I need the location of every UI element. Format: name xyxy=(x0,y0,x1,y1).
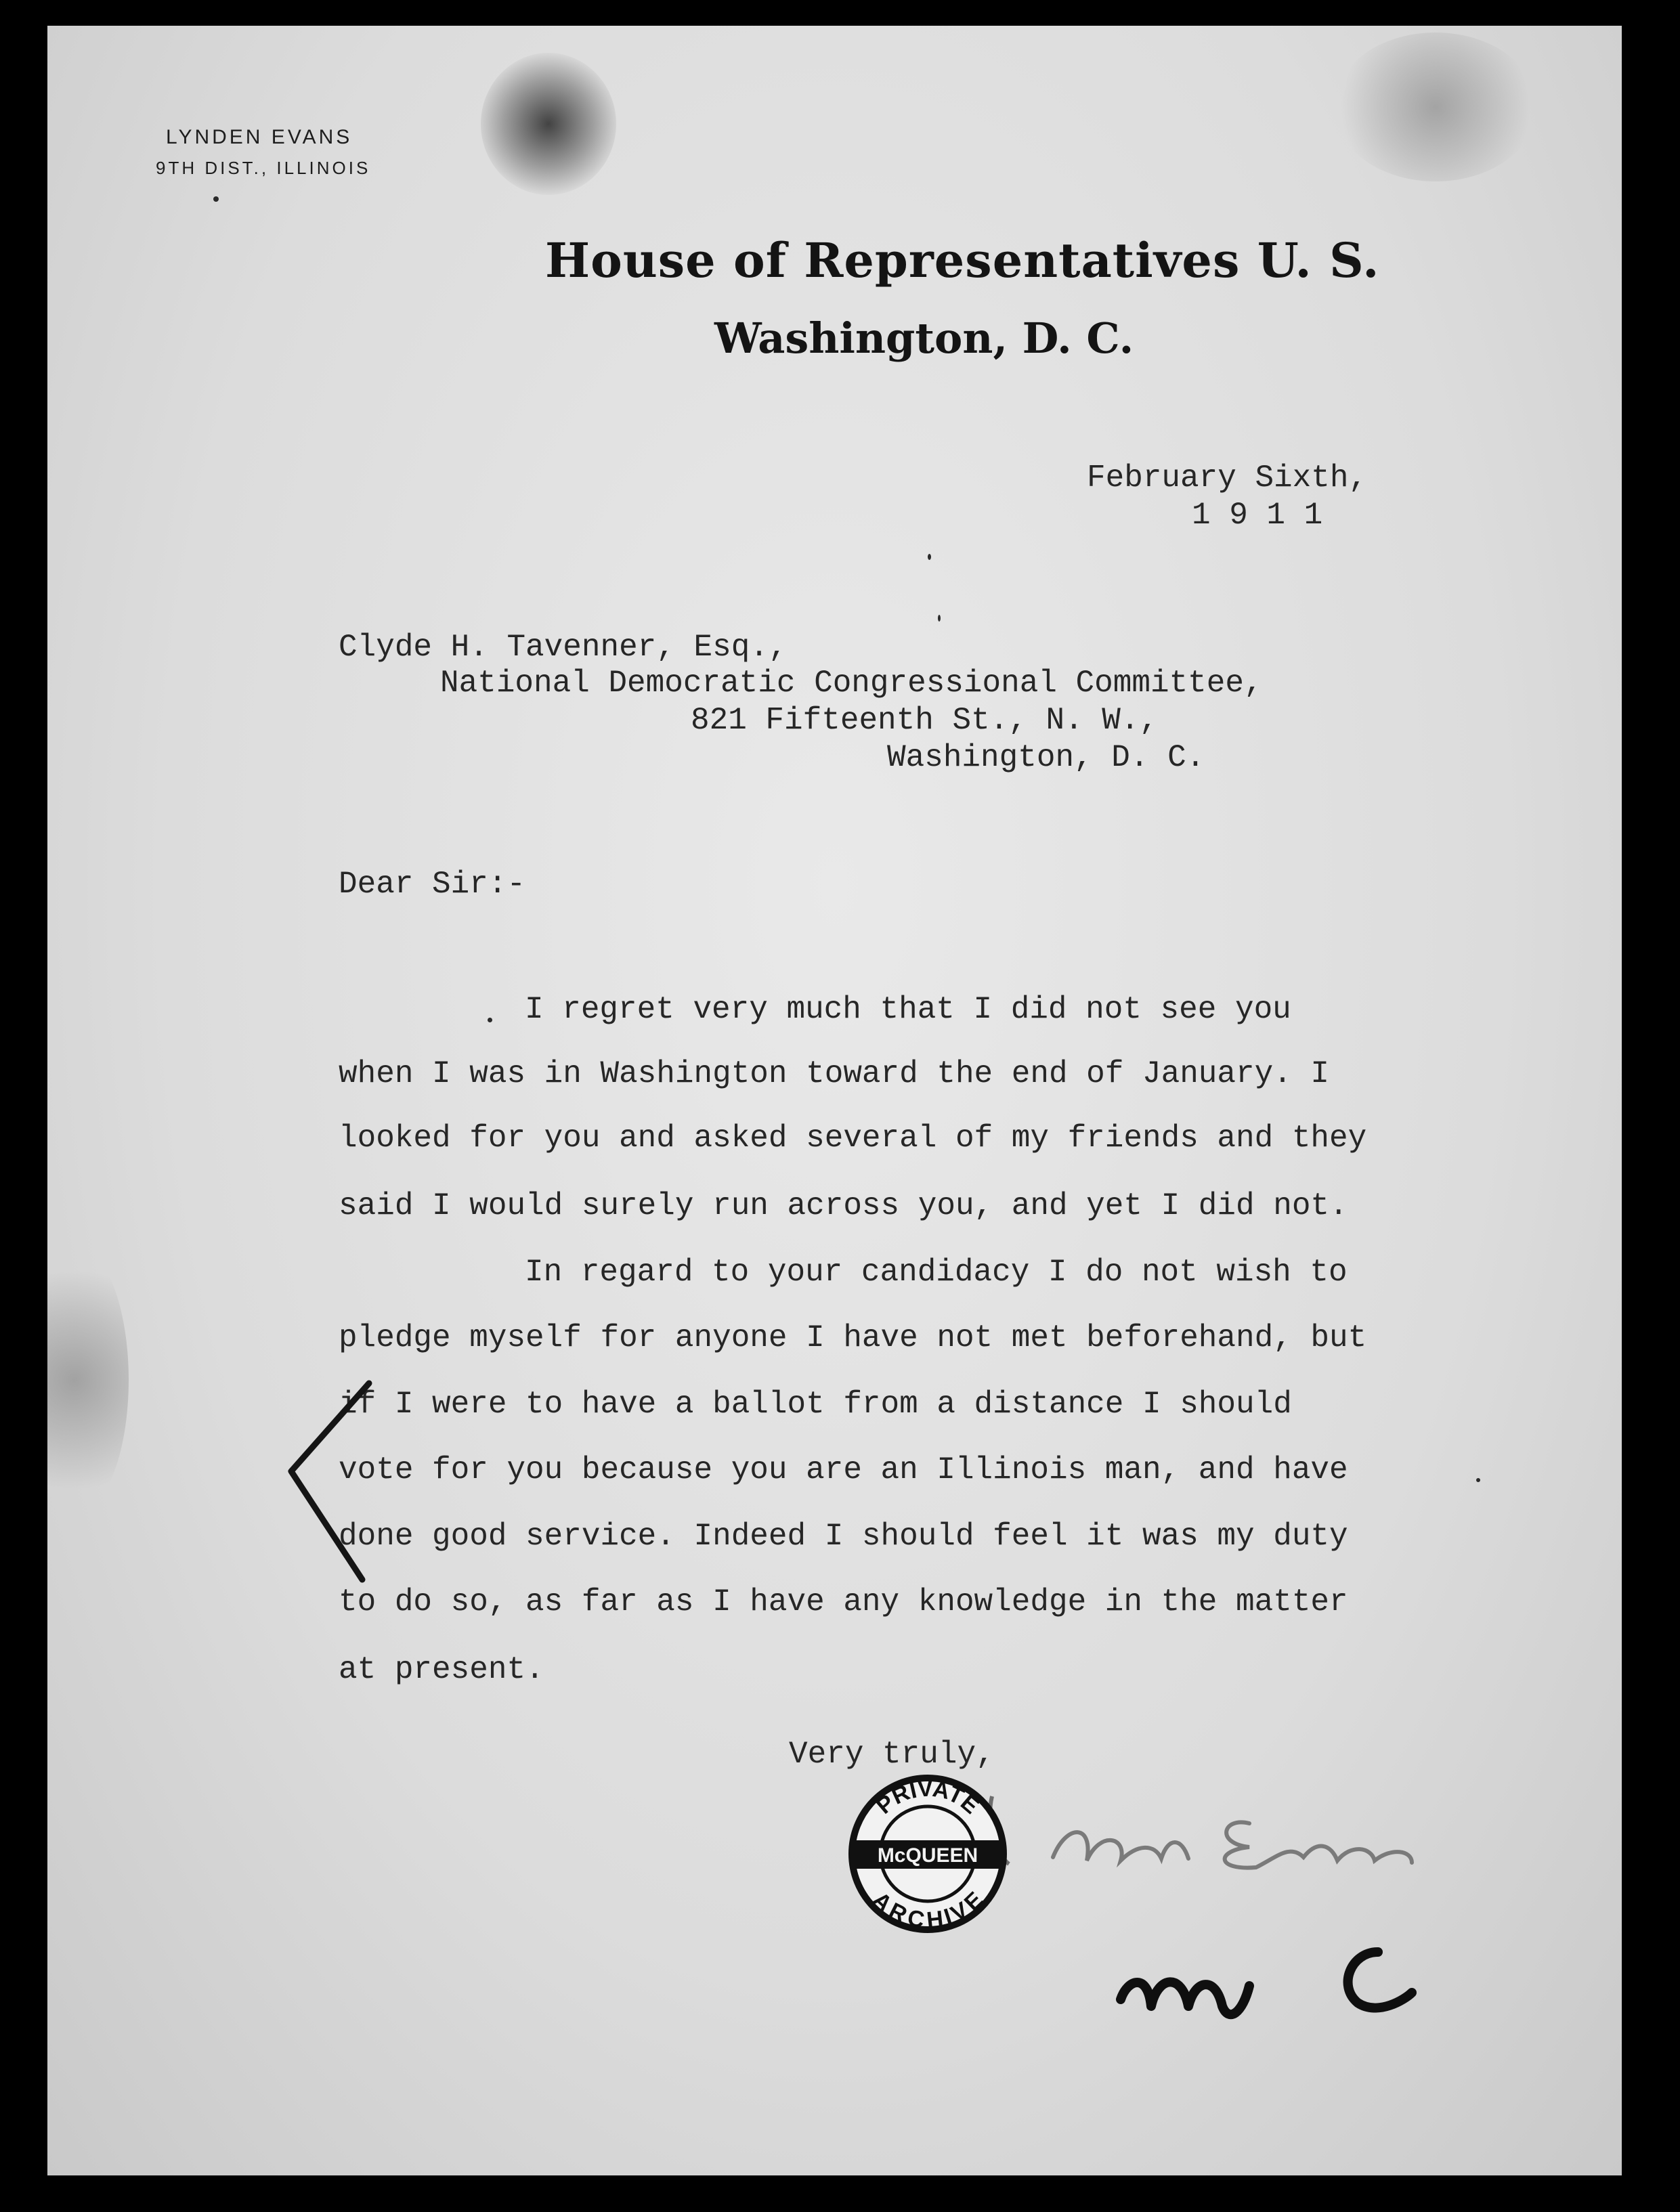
body-line: if I were to have a ballot from a distance I should xyxy=(339,1387,1292,1422)
letterhead-name: LYNDEN EVANS xyxy=(166,126,353,148)
letterhead-institution: House of Representatives U. S. xyxy=(545,232,1380,288)
body-line: I regret very much that I did not see you xyxy=(525,992,1291,1027)
recipient-address: 821 Fifteenth St., N. W., xyxy=(691,703,1159,738)
stamp-bottom-text: ARCHIVE xyxy=(867,1886,989,1934)
closing: Very truly, xyxy=(789,1737,995,1772)
recipient-city: Washington, D. C. xyxy=(887,740,1205,775)
paper-speck xyxy=(938,615,941,622)
letterhead-district: 9TH DIST., ILLINOIS xyxy=(156,158,371,178)
body-line: when I was in Washington toward the end of January. I xyxy=(339,1056,1330,1091)
date-line-2: 1 9 1 1 xyxy=(1192,498,1323,533)
stamp-middle-text: McQUEEN xyxy=(877,1844,978,1867)
salutation: Dear Sir:- xyxy=(339,867,526,902)
body-line: to do so, as far as I have any knowledge in the matter xyxy=(339,1584,1348,1620)
body-line: pledge myself for anyone I have not met beforehand, but xyxy=(339,1320,1367,1356)
paper-speck xyxy=(488,1018,492,1022)
recipient-name: Clyde H. Tavenner, Esq., xyxy=(339,630,788,665)
letter-page xyxy=(47,26,1622,2175)
dot-mark xyxy=(213,196,219,202)
paper-speck xyxy=(928,554,931,560)
body-line: at present. xyxy=(339,1652,544,1687)
date-line-1: February Sixth, xyxy=(1087,460,1368,496)
letterhead-city: Washington, D. C. xyxy=(714,313,1134,363)
ink-smudge xyxy=(481,53,616,195)
body-line: said I would surely run across you, and yet I did not. xyxy=(339,1188,1348,1223)
body-line: vote for you because you are an Illinois man, and have xyxy=(339,1452,1348,1488)
private-archive-stamp xyxy=(843,1769,1012,1938)
ink-smudge xyxy=(1334,32,1537,181)
body-line: looked for you and asked several of my friends and they xyxy=(339,1121,1367,1156)
recipient-organization: National Democratic Congressional Committee, xyxy=(440,666,1263,701)
body-line: done good service. Indeed I should feel it was my duty xyxy=(339,1519,1348,1554)
stamp-top-text: PRIVATE xyxy=(871,1775,985,1819)
margin-bracket-mark xyxy=(281,1376,376,1586)
ink-smudge xyxy=(47,1244,129,1515)
body-line: In regard to your candidacy I do not wish to xyxy=(525,1255,1348,1290)
paper-speck xyxy=(1476,1478,1480,1482)
